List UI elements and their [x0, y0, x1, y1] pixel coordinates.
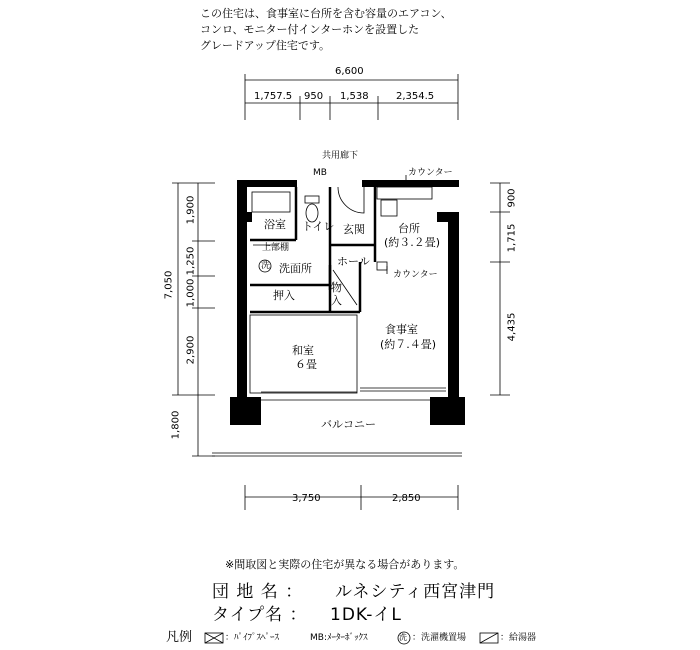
intro-line-2: コンロ、モニター付インターホンを設置した [200, 23, 420, 36]
dim-right-part-3: 4,435 [506, 312, 518, 342]
mb-label: MB [313, 168, 327, 178]
washitsu-label: 和室 [292, 344, 314, 357]
washroom-label: 洗面所 [279, 262, 312, 275]
dim-top-part-4: 2,354.5 [396, 91, 435, 102]
counter-label-mid: カウンター [393, 270, 438, 280]
dining-size: (約７.４畳) [380, 338, 437, 351]
dim-left-part-3: 1,000 [185, 278, 197, 308]
column-left [230, 397, 261, 425]
dim-right-part-2: 1,715 [506, 223, 518, 253]
kitchen-size: (約３.２畳) [384, 236, 441, 249]
dim-bottom-part-1: 3,750 [292, 493, 321, 504]
dim-top-total: 6,600 [335, 66, 364, 77]
kitchen-sink [381, 200, 397, 216]
bathtub [252, 192, 290, 212]
dim-bottom-part-2: 2,850 [392, 493, 421, 504]
kitchen-counter [377, 187, 432, 199]
storage-label-2: 入 [331, 294, 342, 307]
dim-left-total: 7,050 [163, 270, 175, 300]
hall-label: ホール [337, 255, 370, 268]
upper-cabinet-label: 上部棚 [262, 243, 290, 253]
wash-symbol-label: 洗 [261, 261, 271, 271]
bath-label: 浴室 [264, 218, 286, 231]
legend-heater: ：給湯器 [500, 633, 537, 643]
complex-name: ルネシティ西宮津門 [335, 582, 496, 602]
dim-right-part-1: 900 [506, 188, 518, 208]
kitchen-counter-small [377, 262, 387, 270]
legend-mb: MB:ﾒｰﾀｰﾎﾞｯｸｽ [310, 633, 368, 643]
type-name: 1DK-イL [330, 605, 402, 625]
toilet-tank [305, 196, 319, 203]
dim-left-part-4: 2,900 [185, 335, 197, 365]
entrance-label: 玄関 [343, 223, 365, 236]
legend-wash-symbol: 洗 [399, 633, 407, 642]
legend-pipe: ：ﾊﾟｲﾌﾟｽﾍﾟｰｽ [225, 633, 280, 643]
dining-label: 食事室 [385, 323, 418, 336]
corridor-label: 共用廊下 [322, 151, 359, 161]
storage-label-1: 物 [331, 281, 342, 294]
dim-top-part-3: 1,538 [340, 91, 369, 102]
legend-wash: ：洗濯機置場 [412, 633, 467, 643]
complex-label: 団 地 名 ： [212, 582, 304, 602]
toilet-label: トイレ [302, 220, 335, 233]
intro-line-3: グレードアップ住宅です。 [200, 39, 331, 52]
disclaimer: ※間取図と実際の住宅が異なる場合があります。 [225, 558, 465, 571]
kitchen-label: 台所 [398, 222, 420, 235]
dim-left-part-2: 1,250 [185, 246, 197, 276]
balcony-label: バルコニー [321, 418, 376, 431]
oshiire-label: 押入 [273, 289, 295, 302]
counter-label-top: カウンター [408, 168, 453, 178]
dim-left-balcony: 1,800 [170, 410, 182, 440]
type-label: タイプ名 ： [212, 605, 308, 625]
dim-top-part-2: 950 [304, 91, 324, 102]
column-right [430, 397, 465, 425]
legend-title: 凡例 [166, 630, 193, 645]
dim-top-part-1: 1,757.5 [254, 91, 293, 102]
intro-line-1: この住宅は、食事室に台所を含む容量のエアコン、 [200, 7, 452, 20]
washitsu-size: ６畳 [295, 358, 317, 371]
entrance-door-swing [338, 187, 364, 213]
dim-left-part-1: 1,900 [185, 195, 197, 225]
